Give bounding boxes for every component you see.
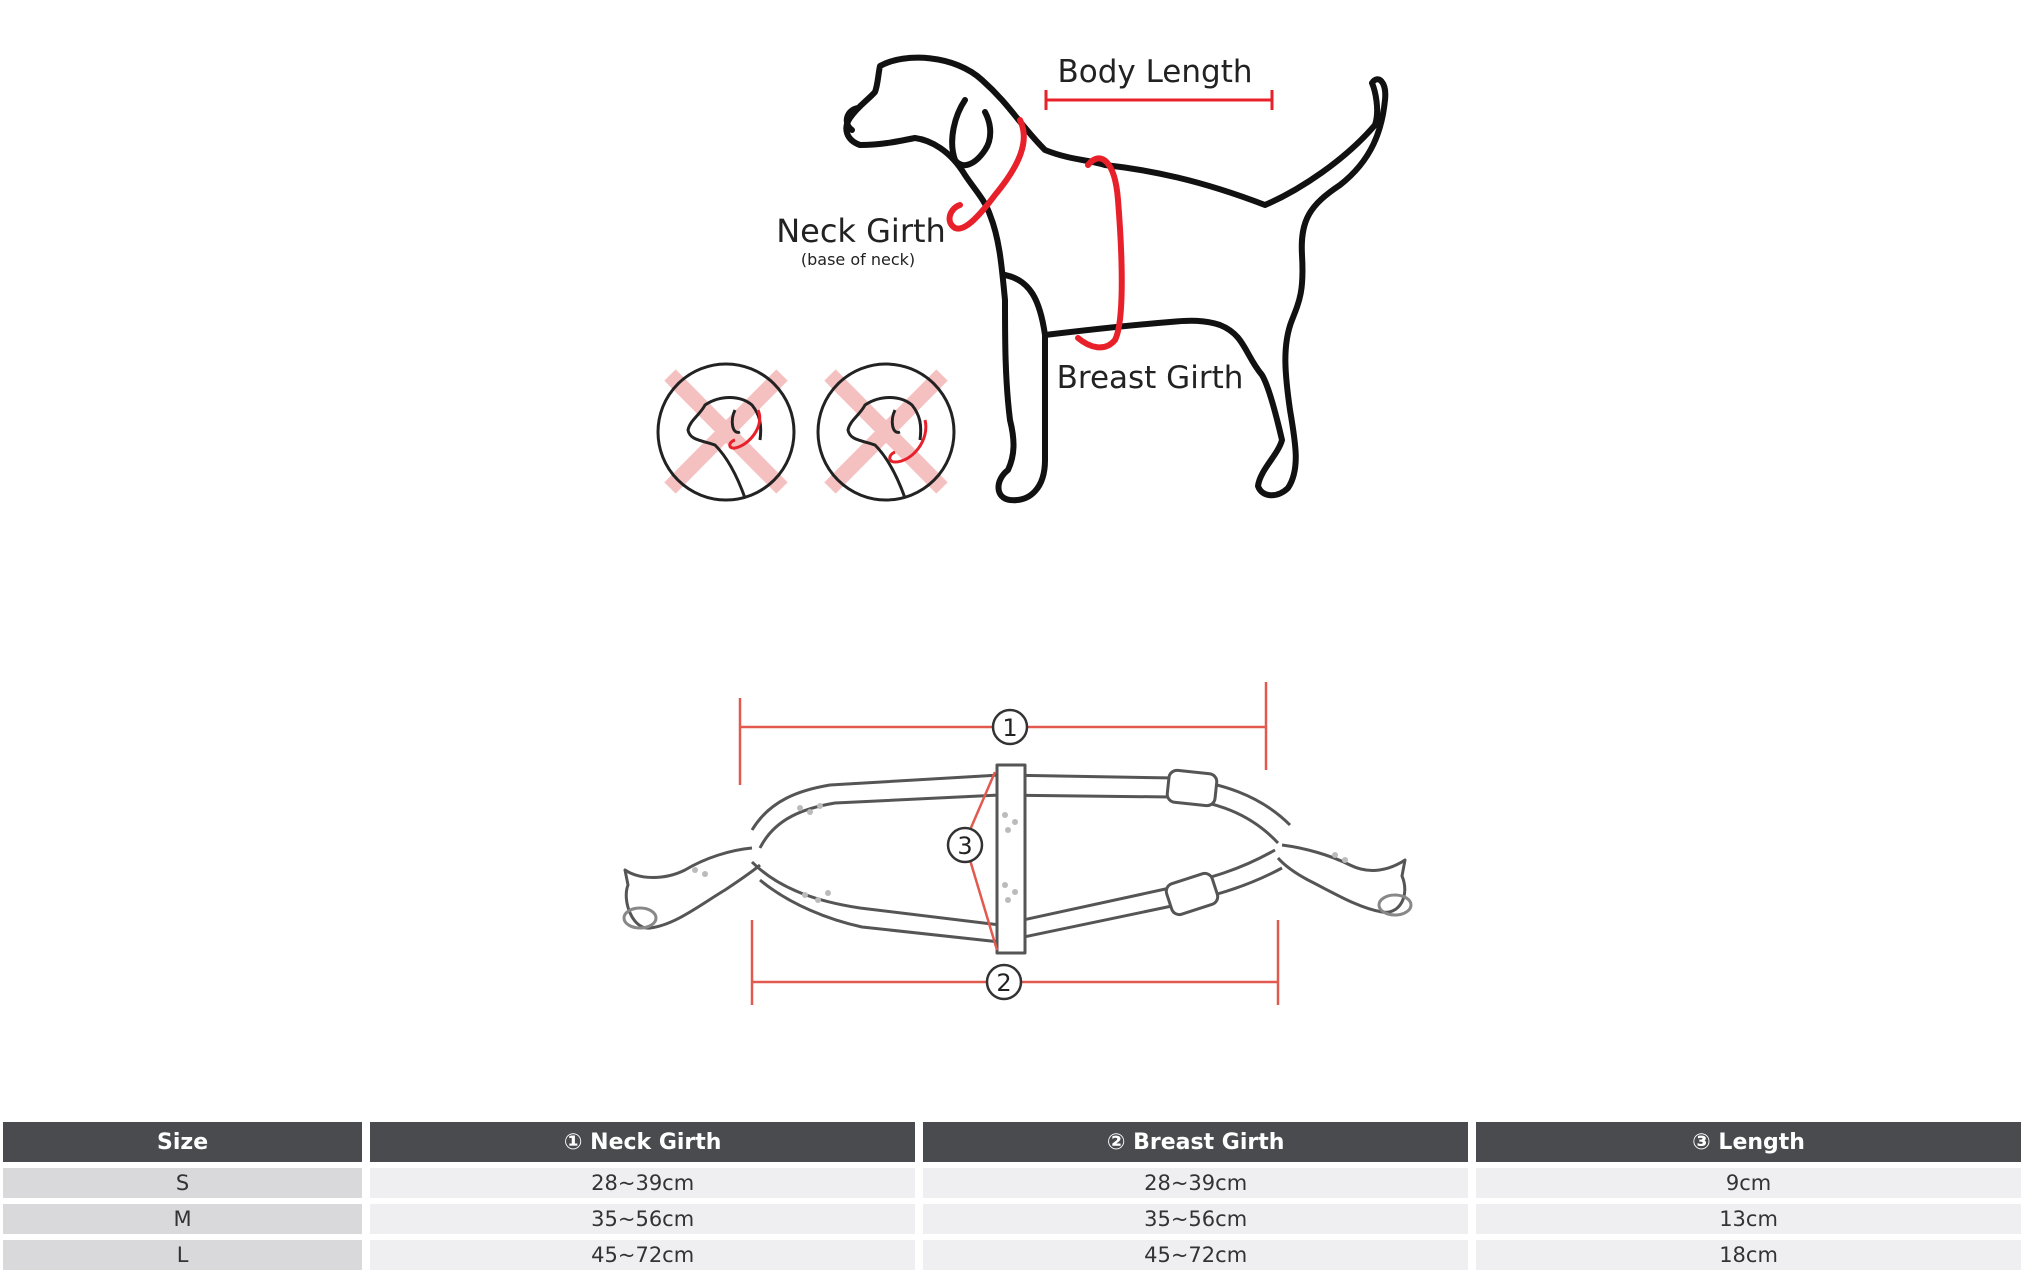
breast-girth-cell: 28~39cm [923,1168,1468,1198]
table-row [3,1168,2021,1198]
header-length: ③ Length [1476,1122,2021,1162]
size-table-header-row [3,1122,2021,1162]
breast-girth-label: Breast Girth [1056,360,1244,396]
size-cell: S [3,1168,362,1198]
neck-girth-cell: 28~39cm [370,1168,915,1198]
length-cell: 13cm [1476,1204,2021,1234]
header-neck-girth: ① Neck Girth [370,1122,915,1162]
table-row [3,1204,2021,1234]
header-size: Size [3,1122,362,1162]
neck-girth-cell: 45~72cm [370,1240,915,1270]
marker-1: 1 [1002,714,1018,742]
body-length-label: Body Length [1057,54,1253,90]
header-breast-girth: ② Breast Girth [923,1122,1468,1162]
breast-girth-cell: 45~72cm [923,1240,1468,1270]
length-cell: 9cm [1476,1168,2021,1198]
harness-illustration [624,765,1411,953]
breast-girth-cell: 35~56cm [923,1204,1468,1234]
size-table [0,1116,2029,1276]
table-row [3,1240,2021,1270]
neck-girth-label: Neck Girth [776,212,946,250]
length-cell: 18cm [1476,1240,2021,1270]
marker-3: 3 [957,832,973,860]
neck-girth-note: (base of neck) [800,250,916,269]
marker-2: 2 [996,969,1012,997]
size-cell: L [3,1240,362,1270]
size-cell: M [3,1204,362,1234]
neck-girth-cell: 35~56cm [370,1204,915,1234]
